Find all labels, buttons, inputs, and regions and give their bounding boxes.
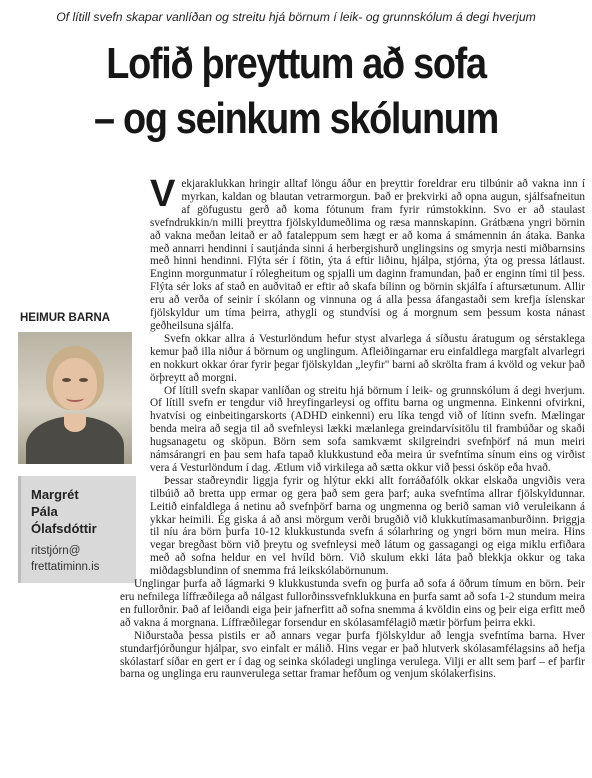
author-name-line-2: Pála — [31, 504, 58, 519]
author-sidebar — [18, 312, 136, 583]
article-paragraph-6: Niðurstaða þessa pistils er að annars vegar þurfa fjölskyldur að lengja svefntíma barna. Hver stundarfjórðungur hjálpar, svo einfalt er málið. Hins vegar er það hlutverk skólasamfélagsins að hefja skólastarf síðar en gert er í dag og seinka skóladegi unglinga verulega. Vilji er allt sem þarf – ef þarfir barna og unglinga eru raunverulega settar framar hefðum og venjum skólakerfisins. — [120, 629, 585, 681]
kicker: Of lítill svefn skapar vanlíðan og streitu hjá börnum í leik- og grunnskólum á degi hverjum — [56, 10, 536, 24]
article-paragraph-5: Unglingar þurfa að lágmarki 9 klukkustunda svefn og þurfa að sofa á öðrum tímum en börn. Þeir eru nefnilega líffræðilega að nálgast fullorðinssvefnklukkuna en þurfa samt að sofa 1-2 stundum meira en fullorðnir. Það af leiðandi eiga þeir jafnerfitt að sofna snemma á kvöldin eins og þeir eiga erfitt með að vakna á morgnana. Líffræðilegar forsendur en skólasamfélagið mætir þörfum þeirra ekki. — [120, 578, 585, 629]
article-paragraph-1-text: ekjaraklukkan hringir alltaf löngu áður en þreyttir foreldrar eru tilbúnir að vakna inn í myrkan, kaldan og blautan vetrarmorgun. Það er þrekvirki að opna augun, sjálfsafneitun af göfugustu gerð að koma fótunum fram fyrir rúmstokkinn. Svo er að staulast svefndrukkin/n milli þreyttra fjölskyldumeðlima og ræsa mannskapinn. Grátbæna yngri börnin að vakna meðan leitað er að fataleppum sem hægt er að koma á smámennin án átaka. Banka með annarri hendinni í sautjánda sinni á herbergishurð unglingsins og smyrja nesti miðbarnsins með hinni hendinni. Flýta sér í fötin, ýta á eftir liðinu, hjálpa, stjórna, ýta og pressa látlaust. Enginn morgunmatur í rólegheitum og spjalli um daginn framundan, það er enginn tími til þess. Flýta sér loks af stað en auðvitað er eftir að skafa bílinn og börnin skjálfa í aftursætunum. Allir eru að verða of seinir í skólann og vinnuna og á alla þessa áfangastaði sem krefja íslenskar fjölskyldur um tíma þeirra, athygli og stundvísi og á morgnum sem þessum kosta nánast geðheilsuna sjálfa. — [150, 178, 585, 332]
author-portrait-icon — [18, 332, 132, 464]
headline-line-1: Lofið þreyttum að sofa — [106, 39, 486, 88]
headline — [41, 36, 550, 146]
column-label: HEIMUR BARNA — [20, 312, 111, 324]
author-box — [18, 476, 136, 583]
author-email-domain: frettatiminn.is — [31, 561, 100, 573]
author-email-user: ritstjórn@ — [31, 545, 81, 557]
dropcap: V — [150, 173, 176, 215]
author-name-line-1: Margrét — [31, 487, 79, 502]
article-paragraph-4: Þessar staðreyndir liggja fyrir og hlýtur ekki allt forráðafólk okkar elskaða ungviðis vera tilbúið að bretta upp ermar og gera það sem gera þarf; auka svefntíma allrar fjölskyldunnar. Leitið einfaldlega á netinu að svefnþörf barna og ungmenna og berið saman við veruleikann á ykkar heimili. Ég giska á að ansi mörgum verði brugðið við klukkutímasamanburðinn. Þriggja til níu ára börn þurfa 10-12 klukkustunda svefn á sólarhring og yngri börn mun meira. Hins vegar bregðast börn við þreytu og svefnleysi með látum og gassagangi og eiga miklu erfiðara með að sofna heldur en vel hvíld börn. Við skulum ekki láta það blekkja okkur og taka miðdagsblundinn of snemma frá leikskólabörnunum. — [150, 474, 585, 578]
article-paragraph-2: Svefn okkar allra á Vesturlöndum hefur styst alvarlega á síðustu áratugum og sérstaklega kemur það illa niður á börnum og unglingum. Afleiðingarnar eru einfaldlega margfalt alvarlegri en nokkurt okkar órar fyrir þegar fjölskyldan „leyfir" barni að skrölta fram á kvöld og vekur það örþreytt að morgni. — [150, 332, 585, 384]
author-name-line-3: Ólafsdóttir — [31, 521, 97, 536]
article-paragraph-1 — [150, 173, 585, 333]
headline-line-2: – og seinkum skólunum — [94, 94, 498, 143]
article-paragraph-3: Of lítill svefn skapar vanlíðan og streitu hjá börnum í leik- og grunnskólum á degi hverjum. Of lítill svefn er tengdur við hreyfingarleysi og offitu barna og ungmenna. Einkenni ofvirkni, hvatvísi og einbeitingarskorts (ADHD einkenni) eru líka tengd við of lítinn svefn. Mælingar benda meira að segja til að svefnleysi lækki mælanlega greindarvísitölu til frambúðar og skaði hugsanagetu og sköpun. Börn sem sofa samkvæmt skilgreindri svefnþörf ná mun meiri námsárangri en þau sem hafa tapað klukkustund eða meira úr svefntíma sínum eins og virðist vera á Vesturlöndum í dag. Ætlum við virkilega að sætta okkur við þessi ósköp eða hvað. — [150, 384, 585, 474]
article-body — [120, 173, 585, 681]
